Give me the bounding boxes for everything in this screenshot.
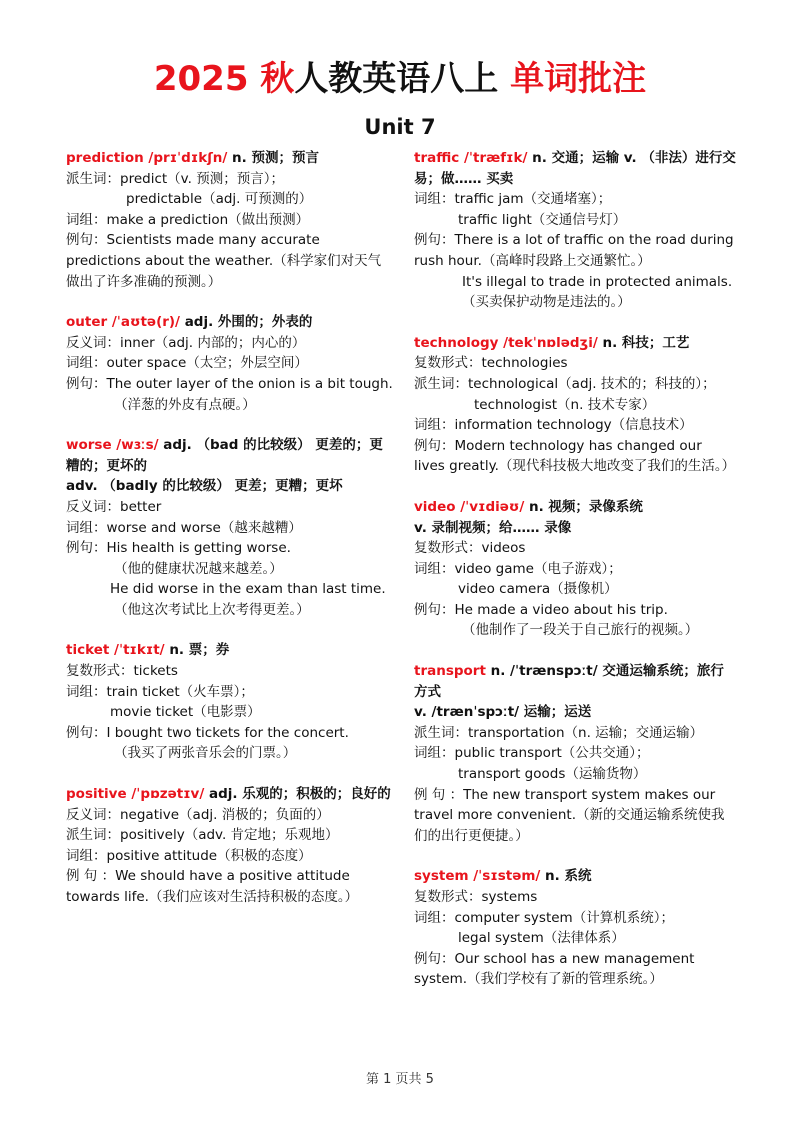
phrase-line: 词组：train ticket（火车票）； <box>66 683 254 700</box>
example-translation: （他的健康状况越来越差。） <box>114 560 283 577</box>
antonym-line: 反义词：inner（adj. 内部的；内心的） <box>66 334 306 351</box>
phrase-line: 词组：public transport（公共交通）； <box>414 745 650 762</box>
example-sentence: 例句：I bought two tickets for the concert. <box>66 724 349 741</box>
example-translation: （他这次考试比上次考得更差。） <box>114 601 310 618</box>
part-of-speech: n. 预测；预言 <box>227 150 319 166</box>
title-course: 人教英语八上 <box>294 59 511 99</box>
entry-technology <box>414 333 736 477</box>
headword: system /ˈsɪstəm/ <box>414 868 541 885</box>
phrase-line: 词组：worse and worse（越来越糟） <box>66 519 302 536</box>
example-translation: （他制作了一段关于自己旅行的视频。） <box>462 622 699 639</box>
entry-positive <box>66 784 390 908</box>
derivative-line: technologist（n. 技术专家） <box>474 396 656 413</box>
headword: positive /ˈpɒzətɪv/ <box>66 786 205 803</box>
example-sentence: 例句：Scientists made many accurate predictions about the weather.（科学家们对天气做出了许多准确的预测。） <box>66 232 382 290</box>
part-of-speech: n. 视频；录像系统 <box>524 498 643 515</box>
phrase-line: transport goods（运输货物） <box>458 766 647 783</box>
page-number: 第 1 页共 5 <box>366 1072 434 1087</box>
part-of-speech: n. 科技；工艺 <box>597 334 690 351</box>
entry-worse <box>66 435 390 620</box>
example-translation: （洋葱的外皮有点硬。） <box>114 396 256 413</box>
phrase-line: 词组：video game（电子游戏）； <box>414 560 622 577</box>
part-of-speech: n. 交通；运输 v. （非法）进行交易；做…… 买卖 <box>414 150 736 187</box>
entry-outer <box>66 312 393 415</box>
example-sentence: 例句：The outer layer of the onion is a bit tough. <box>66 375 393 392</box>
headword: transport <box>414 663 486 680</box>
entry-transport <box>414 661 736 846</box>
part-of-speech: n. 票；券 <box>164 642 230 659</box>
plural-line: 复数形式：videos <box>414 540 526 557</box>
example-sentence: He did worse in the exam than last time. <box>110 581 386 598</box>
phrase-line: 词组：computer system（计算机系统）； <box>414 909 674 926</box>
entry-ticket <box>66 640 390 764</box>
example-sentence: 例 句 ：The new transport system makes our travel more convenient.（新的交通运输系统使我们的出行更便捷。） <box>414 786 725 844</box>
derivative-line: predictable（adj. 可预测的） <box>126 191 313 208</box>
page-title <box>0 58 800 100</box>
plural-line: 复数形式：systems <box>414 889 538 905</box>
headword: video /ˈvɪdiəʊ/ <box>414 498 525 515</box>
part-of-speech: n. 系统 <box>540 868 592 885</box>
entry-traffic <box>414 148 736 313</box>
antonym-line: 反义词：negative（adj. 消极的；负面的） <box>66 806 330 823</box>
right-column <box>414 148 736 1010</box>
part-of-speech: adv. （badly 的比较级） 更差；更糟；更坏 <box>66 478 343 495</box>
example-translation: （买卖保护动物是违法的。） <box>462 294 631 311</box>
entry-video <box>414 497 736 641</box>
phrase-line: legal system（法律体系） <box>458 930 625 947</box>
part-of-speech: v. /trænˈspɔːt/ 运输；运送 <box>414 704 592 721</box>
part-of-speech: adj. （bad 的比较级） 更差的；更糟的；更坏的 <box>66 437 383 474</box>
example-translation: （我买了两张音乐会的门票。） <box>114 745 297 762</box>
phrase-line: 词组：positive attitude（积极的态度） <box>66 847 312 864</box>
headword: technology /tekˈnɒlədʒi/ <box>414 334 598 351</box>
example-sentence: 例句：Our school has a new management system.（我们学校有了新的管理系统。） <box>414 950 695 988</box>
headword: traffic /ˈtræfɪk/ <box>414 150 528 166</box>
headword: outer /ˈaʊtə(r)/ <box>66 314 180 331</box>
antonym-line: 反义词：better <box>66 498 162 515</box>
entry-prediction <box>66 148 390 292</box>
phrase-line: traffic light（交通信号灯） <box>458 211 627 228</box>
example-sentence: 例句：His health is getting worse. <box>66 540 291 557</box>
phrase-line: video camera（摄像机） <box>458 581 618 598</box>
part-of-speech: n. /ˈtrænspɔːt/ 交通运输系统；旅行方式 <box>414 663 724 700</box>
part-of-speech: adj. 乐观的；积极的；良好的 <box>204 786 391 803</box>
example-sentence: 例 句 ：We should have a positive attitude towards life.（我们应该对生活持积极的态度。） <box>66 868 359 905</box>
phrase-line: 词组：make a prediction（做出预测） <box>66 211 310 228</box>
headword: ticket /ˈtɪkɪt/ <box>66 642 165 659</box>
headword: prediction /prɪˈdɪkʃn/ <box>66 150 228 166</box>
headword: worse /wɜːs/ <box>66 437 159 454</box>
example-sentence: It's illegal to trade in protected animals. <box>462 273 733 290</box>
phrase-line: 词组：traffic jam（交通堵塞）； <box>414 191 612 208</box>
derivative-line: 派生词：positively（adv. 肯定地；乐观地） <box>66 827 339 844</box>
example-sentence: 例句：Modern technology has changed our lives greatly.（现代科技极大地改变了我们的生活。） <box>414 437 736 475</box>
unit-heading: Unit 7 <box>364 115 436 139</box>
derivative-line: 派生词：technological（adj. 技术的；科技的）； <box>414 375 716 392</box>
phrase-line: 词组：information technology（信息技术） <box>414 417 693 434</box>
example-sentence: 例句：There is a lot of traffic on the road during rush hour.（高峰时段路上交通繁忙。） <box>414 232 734 269</box>
plural-line: 复数形式：tickets <box>66 663 178 680</box>
part-of-speech: adj. 外围的；外表的 <box>180 314 313 331</box>
phrase-line: movie ticket（电影票） <box>110 704 261 721</box>
derivative-line: 派生词：predict（v. 预测；预言）； <box>66 170 284 187</box>
entry-system <box>414 866 736 990</box>
example-sentence: 例句：He made a video about his trip. <box>414 601 668 618</box>
derivative-line: 派生词：transportation（n. 运输；交通运输） <box>414 724 704 741</box>
plural-line: 复数形式：technologies <box>414 355 568 372</box>
left-column <box>66 148 393 928</box>
title-year: 2025 秋 <box>153 59 295 99</box>
title-topic: 单词批注 <box>510 59 647 99</box>
phrase-line: 词组：outer space（太空；外层空间） <box>66 355 308 372</box>
part-of-speech: v. 录制视频；给…… 录像 <box>414 519 572 536</box>
